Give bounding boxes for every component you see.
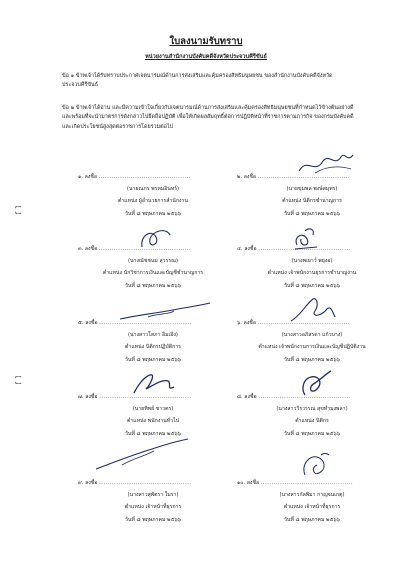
signed-date: วันที่ ๘ พฤษภาคม ๒๕๖๖: [125, 210, 181, 217]
sign-label: ๘. ลงชื่อ: [237, 394, 257, 400]
signed-date: วันที่ ๘ พฤษภาคม ๒๕๖๖: [284, 356, 340, 363]
signature-line: ...........................................: [258, 246, 351, 252]
signed-date: วันที่ ๘ พฤษภาคม ๒๕๖๖: [284, 282, 340, 289]
signed-date: วันที่ ๘ พฤษภาคม ๒๕๖๖: [125, 430, 181, 437]
signature-block-8: [237, 391, 387, 440]
signature-line: ...........................................: [98, 174, 192, 180]
handwritten-signature-icon: [287, 295, 337, 327]
signer-name: (นางสาวโสภา อิ่มเอิ่ง): [128, 332, 178, 339]
signature-block-1: [78, 171, 228, 220]
signer-name: (นางณัชชนม สุวรรณ): [128, 258, 178, 265]
sign-label: ๙. ลงชื่อ: [78, 480, 98, 486]
signed-date: วันที่ ๘ พฤษภาคม ๒๕๖๖: [284, 516, 340, 523]
punch-hole-icon: [15, 369, 22, 377]
sign-label: ๕. ลงชื่อ: [78, 320, 98, 326]
handwritten-signature-icon: [295, 149, 355, 179]
signer-name: (นางสาวสุพัตรา ใมรา): [127, 492, 179, 499]
signature-line: ...........................................: [98, 246, 192, 252]
handwritten-signature-icon: [295, 369, 335, 401]
document-title: ใบลงนามรับทราบ: [169, 36, 243, 47]
signature-line: ...........................................: [260, 480, 354, 486]
signed-date: วันที่ ๘ พฤษภาคม ๒๕๖๖: [125, 356, 181, 363]
signer-position: ตำแหน่ง เจ้าพนักงานธุรการชำนาญงาน: [267, 270, 357, 277]
signer-name: (นางสาววิรวรรณ สุขทำมงพลา): [276, 406, 348, 413]
document-subtitle: หน่วยงานสำนักงานบังคับคดีจังหวัดประจวบคีรีขันธ์: [145, 54, 267, 60]
signer-name: (นายทิพย์ ชาวตร): [132, 406, 174, 413]
signer-position: ตำแหน่ง ผู้อำนวยการสำนักงาน: [118, 198, 188, 205]
signature-block-5: [78, 317, 228, 366]
sign-label: ๗. ลงชื่อ: [78, 394, 98, 400]
signature-block-3: [78, 243, 228, 292]
sign-label: ๑๐. ลงชื่อ: [237, 480, 260, 486]
signer-position: ตำแหน่ง นิติกร: [295, 418, 329, 425]
signer-name: (นางพเยาว์ พยุงอ): [291, 258, 333, 265]
sign-label: ๔. ลงชื่อ: [237, 246, 257, 252]
punch-hole-icon: [15, 199, 22, 207]
handwritten-signature-icon: [128, 371, 178, 399]
signature-block-2: [237, 171, 387, 220]
sign-label: ๑. ลงชื่อ: [78, 174, 97, 180]
signature-line: ...........................................: [99, 320, 192, 326]
signer-position: ตำแหน่ง นิติกรปฏิบัติการ: [125, 344, 181, 351]
handwritten-signature-icon: [118, 301, 213, 325]
signer-position: ตำแหน่ง เจ้าพนักงานการเงินและบัญชีปฏิบัติงาน: [258, 344, 366, 351]
signer-name: (นายขุมพล พงษ์สมุทร): [286, 186, 338, 193]
signer-position: ตำแหน่ง เจ้าหน้าที่ธุรการ: [124, 504, 182, 511]
handwritten-signature-icon: [299, 451, 333, 483]
signer-position: ตำแหน่ง นิติกรชำนาญการ: [282, 198, 342, 205]
signer-name: (นางสาวอภิสรดา แก้วบาง): [281, 332, 343, 339]
signature-line: ...........................................: [99, 394, 192, 400]
signer-position: ตำแหน่ง นักวิชาการเงินและบัญชีชำนาญการ: [102, 270, 204, 277]
handwritten-signature-icon: [92, 435, 192, 475]
signature-line: ...........................................: [99, 480, 192, 486]
signature-line: ...........................................: [257, 174, 351, 180]
signer-position: ตำแหน่ง พนักงานทั่วไป: [126, 418, 180, 425]
sign-label: ๓. ลงชื่อ: [78, 246, 98, 252]
signature-line: ...........................................: [257, 320, 351, 326]
signature-block-7: [78, 391, 228, 440]
handwritten-signature-icon: [291, 225, 321, 253]
signature-line: ...........................................: [258, 394, 351, 400]
signer-position: ตำแหน่ง เจ้าหน้าที่ธุรการ: [283, 504, 341, 511]
sign-label: ๒. ลงชื่อ: [237, 174, 257, 180]
signer-name: (นายณภร พรหมอินทร์): [126, 186, 180, 193]
signed-date: วันที่ ๘ พฤษภาคม ๒๕๖๖: [284, 430, 340, 437]
signature-block-10: [237, 477, 387, 526]
signature-block-4: [237, 243, 387, 292]
signature-block-9: [78, 477, 228, 526]
handwritten-signature-icon: [136, 225, 176, 253]
signed-date: วันที่ ๘ พฤษภาคม ๒๕๖๖: [284, 210, 340, 217]
signature-block-6: [237, 317, 387, 366]
signer-name: (นางสาวกัลพิมา กาญจนเกตุ): [279, 492, 345, 499]
sign-label: ๖. ลงชื่อ: [237, 320, 256, 326]
signed-date: วันที่ ๘ พฤษภาคม ๒๕๖๖: [125, 516, 181, 523]
paragraph-1: ข้อ ๑ ข้าพเจ้าได้รับทราบประกาศเจตนารมณ์ด้านการส่งเสริมและคุ้มครองสิทธิมนุษยชน ของสำนักงานบังคับคดีจังหวัดประจวบคีรีขันธ์: [62, 73, 333, 89]
paragraph-2: ข้อ ๒ ข้าพเจ้าได้อ่าน และมีความเข้าใจเกี่ยวกับเจตนารมณ์ด้านการส่งเสริมและคุ้มครองสิทธิมนุษยชนที่กำหนดไว้ข้างต้นอย่างดี และพร้อมที่จะนำมาตรการดังกล่าวไปยึดถือปฏิบัติ เพื่อให้เกิดผลสัมฤทธิ์ต่อการปฏิบัติหน้าที่ราชการตามภารกิจ ของกรมบังคับคดี และเกิดประโยชน์สูงสุดต่อราชการโดยรวมต่อไป: [62, 105, 354, 130]
signed-date: วันที่ ๘ พฤษภาคม ๒๕๖๖: [125, 282, 181, 289]
